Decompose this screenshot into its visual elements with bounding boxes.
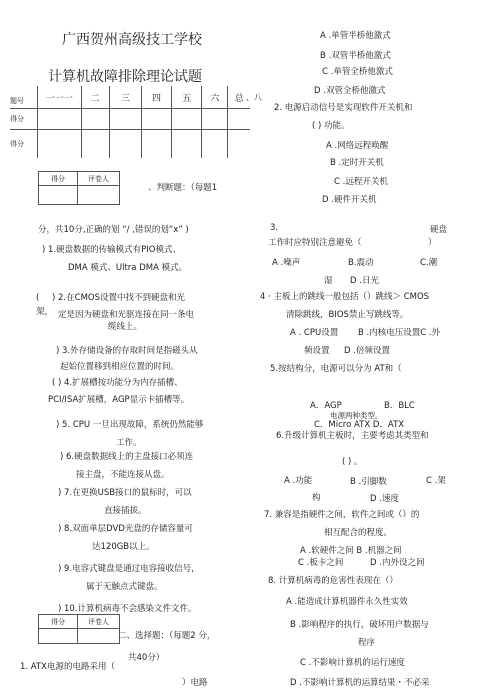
q1-option-b: B .双管半桥他激式 bbox=[320, 51, 391, 61]
judge-item-6: ) 6.硬盘数据线上的主盘接口必须连 bbox=[60, 452, 194, 462]
q8-option-c: C .不影响计算机的运行速度 bbox=[300, 658, 405, 668]
choice-q2: 2. 电源启动信号是实现软件开关机和 bbox=[274, 103, 413, 113]
judge-item-7: ) 7.在更换USB接口的鼠标时，可以 bbox=[58, 488, 192, 498]
choice-q1-end: ）电路 bbox=[182, 678, 208, 688]
q6-option-d: D .速度 bbox=[370, 494, 399, 504]
choice-q1: 1. ATX电源的电路采用（ bbox=[20, 662, 115, 672]
section2-heading-2: 共40分） bbox=[128, 653, 165, 663]
left-mark-paren: ( bbox=[36, 293, 40, 303]
q4-option-d: D .倍频设置 bbox=[344, 346, 390, 356]
q4-option-b: B .内核电压设置C .外 bbox=[358, 328, 441, 338]
choice-q2-cont: ( ) 功能。 bbox=[312, 121, 350, 131]
q4-option-c: 频设置 bbox=[304, 346, 330, 356]
judge-item-9-cont: 属于无触点式键盘。 bbox=[86, 582, 163, 592]
q6-option-a: A .功能 bbox=[284, 476, 313, 486]
choice-q3-cont: 工作时应特别注意避免（ bbox=[268, 238, 362, 248]
choice-q4-cont: 清除跳线，BIOS禁止写跳线等。 bbox=[286, 310, 409, 320]
score-box-label-pingjuan: 评卷人 bbox=[78, 172, 120, 186]
judge-item-3: ) 3.外存储设备的存取时间是指磁头从 bbox=[56, 346, 198, 356]
col-header-6: 六 bbox=[202, 86, 228, 109]
q6-option-c-cont: 构 bbox=[312, 493, 321, 503]
q3-option-c-cont: 湿 bbox=[324, 276, 333, 286]
judge-item-9: ) 9.电容式键盘是通过电容接收信号， bbox=[58, 564, 200, 574]
judge-item-6-cont: 接主盘，不能连接从盘。 bbox=[76, 470, 170, 480]
q2-option-d: D .硬件开关机 bbox=[322, 195, 377, 205]
q1-option-a: A .单管半桥他激式 bbox=[320, 31, 391, 41]
judge-item-8-cont: 达120GB以上。 bbox=[92, 542, 155, 552]
q1-option-d: D .双管全桥他激式 bbox=[314, 86, 386, 96]
col-header-3: 三 bbox=[109, 86, 141, 109]
judge-item-8: ) 8.双面单层DVD光盘的存储容量可 bbox=[58, 524, 193, 534]
judge-item-3-cont: 起始位置移到相应位置的时间。 bbox=[60, 362, 180, 372]
choice-q8: 8. 计算机病毒的危害性表现在（） bbox=[268, 576, 398, 586]
q1-option-c: C .单管全桥他激式 bbox=[322, 67, 393, 77]
left-mark-jia: 架， bbox=[36, 307, 54, 317]
score-box2-label-defen: 得分 bbox=[39, 615, 78, 629]
q3-option-a: A .噪声 bbox=[272, 258, 301, 268]
judge-item-2-cont: 定是因为硬盘和光驱连接在同一条电 bbox=[58, 310, 195, 320]
section1-heading: 、判断题：（每题1 bbox=[148, 183, 218, 193]
q2-option-a: A .网络远程唤醒 bbox=[326, 141, 389, 151]
q6-option-c: C .架 bbox=[426, 476, 446, 486]
col-header-1: 一一一 bbox=[38, 86, 82, 109]
q3-option-c: C.潮 bbox=[420, 258, 438, 268]
q3-option-d: D .日光 bbox=[350, 276, 379, 286]
q8-option-b: B .影响程序的执行，破坏用户数据与 bbox=[290, 620, 429, 630]
q4-option-a: A . CPU设置 bbox=[290, 328, 339, 338]
q2-option-c: C .远程开关机 bbox=[334, 177, 388, 187]
col-header-2: 二 bbox=[81, 86, 109, 109]
choice-q6-cont: ( ) 。 bbox=[342, 457, 363, 467]
q8-option-b-cont: 程序 bbox=[358, 638, 376, 648]
choice-q6: 6.升级计算机主板时，主要考虑其类型和 bbox=[276, 431, 429, 441]
section1-heading-2: 分，共10分,正确的划 “/ ,错误的划“x” ) bbox=[38, 225, 189, 235]
score-box-2 bbox=[38, 614, 120, 644]
q7-option-c: C .板卡之间 bbox=[298, 558, 344, 568]
choice-q3: 3. bbox=[270, 223, 279, 233]
q6-option-b: B .引脚数 bbox=[350, 477, 387, 487]
exam-title: 计算机故障排除理论试题 bbox=[48, 69, 202, 85]
choice-q7: 7. 兼容是指硬件之间，软件之间或（）的 bbox=[264, 510, 420, 520]
q3-option-b: B.震动 bbox=[348, 258, 374, 268]
choice-q3-cont-end: ） bbox=[428, 238, 437, 248]
choice-q4: 4 · 主板上的跳线一般包括（）跳线＞ CMOS bbox=[260, 292, 430, 302]
judge-item-4: ( ) 4.扩展槽按功能分为内存插槽、 bbox=[52, 378, 183, 388]
col-header-4: 四 bbox=[141, 86, 171, 109]
row-label-defen-2: 得分 bbox=[10, 129, 38, 158]
choice-q7-cont: 相互配合的程度。 bbox=[324, 528, 393, 538]
score-box2-label-pingjuan: 评卷人 bbox=[78, 615, 120, 629]
score-box-1 bbox=[38, 171, 120, 205]
judge-item-2: ) 2.在CMOS设置中找不到硬盘和光 bbox=[52, 293, 185, 303]
header-extra-mark: 、八 bbox=[246, 93, 262, 102]
judge-item-10: ) 10.计算机病毒不会感染文件文件。 bbox=[58, 604, 197, 614]
row-label-defen: 得分 bbox=[10, 109, 38, 130]
judge-item-1: ) 1.硬盘数据的传输模式有PIO模式、 bbox=[42, 245, 181, 255]
judge-item-4-cont: PCI/ISA扩展槽，AGP显示卡插槽等。 bbox=[48, 395, 190, 405]
judge-item-5-cont: 工作。 bbox=[116, 438, 142, 448]
q8-option-d: D .不影响计算机的运算结果・不必采 bbox=[290, 678, 430, 688]
judge-item-7-cont: 直接插拔。 bbox=[104, 506, 147, 516]
row-label-tihao: 题号 bbox=[10, 96, 24, 105]
choice-q5: 5.按结构分，电源可以分为 AT和（ bbox=[270, 364, 402, 374]
judge-item-2-cont-2: 缆线上。 bbox=[108, 322, 143, 332]
col-header-total: 总 bbox=[228, 86, 250, 109]
section2-heading: 二、选择题：（每题2 分， bbox=[118, 631, 216, 641]
score-table bbox=[10, 86, 250, 158]
q5-option-cd: C．Micro ATX D．ATX bbox=[314, 420, 405, 430]
judge-item-1-cont: DMA 模式、Ultra DMA 模式。 bbox=[68, 263, 188, 273]
judge-item-5: ) 5. CPU 一旦出现故障，系统仍然能够 bbox=[56, 420, 204, 430]
q2-option-b: B .定时开关机 bbox=[330, 158, 384, 168]
score-box-label-defen: 得分 bbox=[39, 172, 78, 186]
q5-option-a: A．AGP bbox=[310, 401, 342, 411]
choice-q3-tail: 硬盘 bbox=[430, 225, 448, 235]
q5-note: 电源两种类型。 bbox=[330, 411, 383, 420]
col-header-5: 五 bbox=[172, 86, 202, 109]
q7-option-ab: A .软硬件之间 B .机器之间 bbox=[300, 546, 402, 556]
school-title: 广西贺州高级技工学校 bbox=[62, 32, 202, 48]
q7-option-d: D .内外设之间 bbox=[370, 558, 425, 568]
q8-option-a: A .能造成计算机器件永久性实效 bbox=[286, 597, 408, 607]
q5-option-b: B．BLC bbox=[384, 401, 415, 411]
